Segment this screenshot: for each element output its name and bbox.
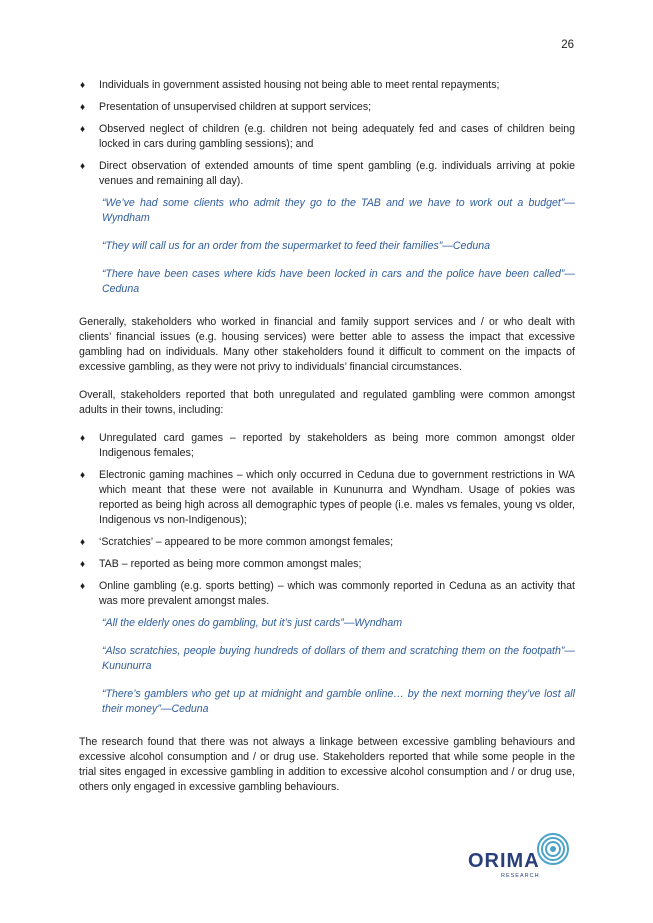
logo-name: ORIMA [468,850,540,872]
logo-subtitle: RESEARCH [501,873,540,879]
orima-logo [468,832,574,882]
list-item: ♦ Unregulated card games – reported by stakeholders as being more common amongst older Indigenous females; [79,431,575,461]
list-item: ♦ Individuals in government assisted housing not being able to meet rental repayments; [79,78,575,93]
list-item: ♦ Online gambling (e.g. sports betting) – which was commonly reported in Ceduna as an activity that was more prevalent amongst males. [79,579,575,609]
diamond-bullet-icon [80,100,85,115]
diamond-bullet-icon [80,78,85,93]
document-body [79,78,575,808]
diamond-bullet-icon [80,468,85,483]
diamond-bullet-icon [80,159,85,174]
list-item: ♦ Observed neglect of children (e.g. children not being adequately fed and cases of children being locked in cars during gambling sessions); and [79,122,575,152]
diamond-bullet-icon [80,431,85,446]
diamond-bullet-icon [80,535,85,550]
quote-group-mid [79,616,575,717]
diamond-bullet-icon [80,557,85,572]
list-item: ♦ TAB – reported as being more common amongst males; [79,557,575,572]
paragraph: Generally, stakeholders who worked in financial and family support services and / or who dealt with clients’ financial issues (e.g. housing services) were better able to assess the impact that excessive gambling had on individuals. Many other stakeholders found it difficult to comment on the impacts of excessive gambling, as they were not privy to individuals’ financial circumstances. [79,316,575,373]
list-item: ♦ Electronic gaming machines – which only occurred in Ceduna due to government restrictions in WA which meant that these were not available in Kununurra and Wyndham. Usage of pokies was reported as being high across all demographic types of people (i.e. males vs females, young vs older, Indigenous vs non-Indigenous); [79,468,575,528]
paragraph: The research found that there was not always a linkage between excessive gambling behaviours and excessive alcohol consumption and / or drug use. Stakeholders reported that while some people in the trial sites engaged in excessive gambling in addition to excessive alcohol consumption and / or drug use, others only engaged in excessive gambling behaviours. [79,736,575,793]
quote: “There’s gamblers who get up at midnight and gamble online… by the next morning they’ve lost all their money”—Ceduna [102,688,575,715]
quote: “All the elderly ones do gambling, but it’s just cards”—Wyndham [102,617,403,629]
bullet-list-mid [79,431,575,609]
list-item: ♦ ‘Scratchies’ – appeared to be more common amongst females; [79,535,575,550]
diamond-bullet-icon [80,122,85,137]
page-number: 26 [561,39,574,51]
bullet-list-top [79,78,575,189]
quote: “We’ve had some clients who admit they go to the TAB and we have to work out a budget”—Wyndham [102,197,575,224]
list-item: ♦ Presentation of unsupervised children at support services; [79,100,575,115]
quote-group-top [79,196,575,297]
concentric-circles-icon [536,832,570,866]
quote: “Also scratchies, people buying hundreds of dollars of them and scratching them on the footpath”—Kununurra [102,645,575,672]
list-item: ♦ Direct observation of extended amounts of time spent gambling (e.g. individuals arriving at pokie venues and remaining all day). [79,159,575,189]
paragraph: Overall, stakeholders reported that both unregulated and regulated gambling were common amongst adults in their towns, including: [79,389,575,416]
diamond-bullet-icon [80,579,85,594]
quote: “They will call us for an order from the supermarket to feed their families”—Ceduna [102,240,491,252]
quote: “There have been cases where kids have been locked in cars and the police have been called”—Ceduna [102,268,575,295]
